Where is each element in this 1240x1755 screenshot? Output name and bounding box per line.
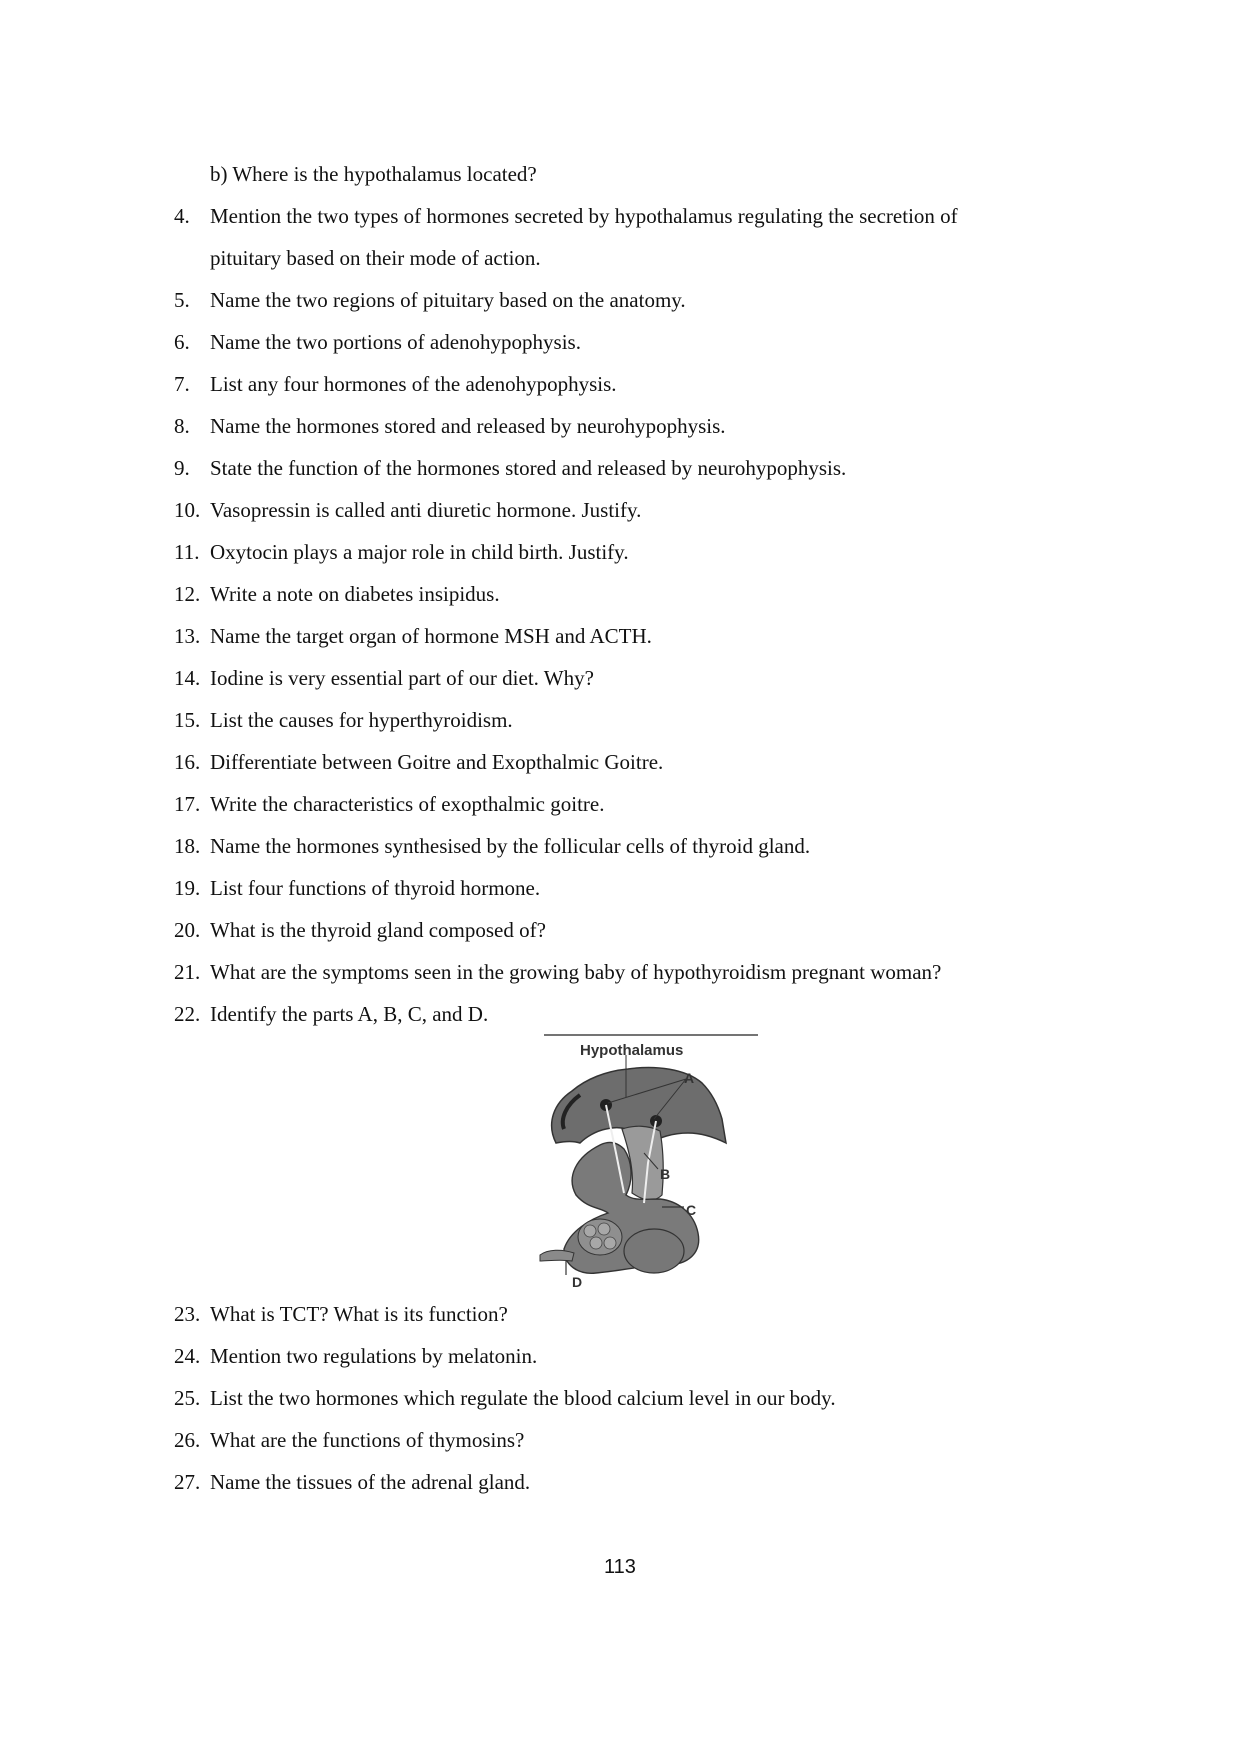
question-number: 10. [174, 498, 201, 522]
question-number: 4. [174, 204, 190, 228]
label-c: C [686, 1202, 697, 1218]
question-number: 22. [174, 1002, 201, 1026]
label-b: B [660, 1166, 671, 1182]
question-number: 25. [174, 1386, 201, 1410]
question-text: List the two hormones which regulate the blood calcium level in our body. [210, 1386, 836, 1410]
question-number: 12. [174, 582, 201, 606]
question-number: 27. [174, 1470, 201, 1494]
question-text: b) Where is the hypothalamus located? [210, 162, 537, 186]
label-a: A [684, 1070, 695, 1086]
question-text: Name the hormones synthesised by the follicular cells of thyroid gland. [210, 834, 811, 858]
follicle [604, 1237, 616, 1249]
question-text: Oxytocin plays a major role in child birth. Justify. [210, 540, 629, 564]
question-text: Name the target organ of hormone MSH and ACTH. [210, 624, 652, 648]
question-number: 18. [174, 834, 201, 858]
question-number: 17. [174, 792, 201, 816]
question-text: Write a note on diabetes insipidus. [210, 582, 500, 606]
question-text: Identify the parts A, B, C, and D. [210, 1002, 489, 1026]
question-number: 13. [174, 624, 201, 648]
page-number: 113 [604, 1556, 636, 1578]
question-text: Mention two regulations by melatonin. [210, 1344, 538, 1368]
question-text: State the function of the hormones stored and released by neurohypophysis. [210, 456, 847, 480]
question-number: 8. [174, 414, 190, 438]
follicle [590, 1237, 602, 1249]
question-number: 7. [174, 372, 190, 396]
question-number: 14. [174, 666, 201, 690]
question-text: Name the hormones stored and released by neurohypophysis. [210, 414, 726, 438]
question-number: 11. [174, 540, 200, 564]
posterior-lobe [624, 1229, 684, 1273]
question-text: What is TCT? What is its function? [210, 1302, 508, 1326]
question-text: What are the functions of thymosins? [210, 1428, 525, 1452]
question-text: Name the two regions of pituitary based on the anatomy. [210, 288, 686, 312]
left-protrusion [540, 1250, 574, 1261]
question-text: Name the tissues of the adrenal gland. [210, 1470, 531, 1494]
question-number: 26. [174, 1428, 201, 1452]
question-number: 20. [174, 918, 201, 942]
question-text: List the causes for hyperthyroidism. [210, 708, 513, 732]
question-number: 16. [174, 750, 201, 774]
question-text: List four functions of thyroid hormone. [210, 876, 541, 900]
question-number: 6. [174, 330, 190, 354]
question-text: List any four hormones of the adenohypophysis. [210, 372, 617, 396]
question-number: 24. [174, 1344, 201, 1368]
follicle [584, 1225, 596, 1237]
question-number: 9. [174, 456, 190, 480]
question-number: 19. [174, 876, 201, 900]
question-number: 5. [174, 288, 190, 312]
question-text: Vasopressin is called anti diuretic hormone. Justify. [210, 498, 642, 522]
question-text: Iodine is very essential part of our diet. Why? [210, 666, 594, 690]
question-text: Write the characteristics of exopthalmic goitre. [210, 792, 605, 816]
question-text: What are the symptoms seen in the growing baby of hypothyroidism pregnant woman? [210, 960, 942, 984]
question-text: Differentiate between Goitre and Exopthalmic Goitre. [210, 750, 664, 774]
question-text: Name the two portions of adenohypophysis. [210, 330, 581, 354]
hypothalamus-pituitary-diagram [536, 1033, 762, 1289]
diagram-title: Hypothalamus [580, 1042, 684, 1059]
question-number: 21. [174, 960, 201, 984]
question-number: 23. [174, 1302, 201, 1326]
question-text: Mention the two types of hormones secreted by hypothalamus regulating the secretion of [210, 204, 958, 228]
question-number: 15. [174, 708, 201, 732]
question-text: pituitary based on their mode of action. [210, 246, 541, 270]
label-d: D [572, 1274, 583, 1289]
question-text: What is the thyroid gland composed of? [210, 918, 546, 942]
follicle [598, 1223, 610, 1235]
